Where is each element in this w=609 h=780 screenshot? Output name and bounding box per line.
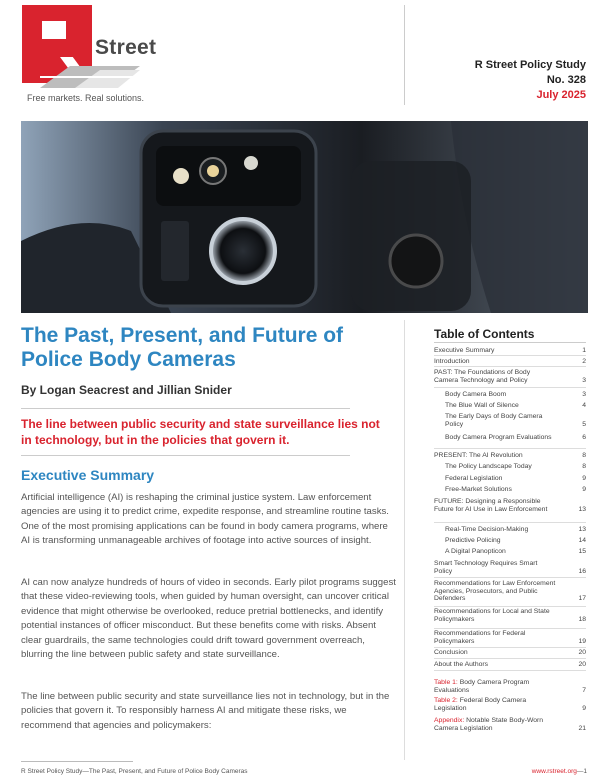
toc-entry-label: About the Authors <box>434 661 489 668</box>
toc-page-number: 3 <box>582 391 586 398</box>
toc-separator <box>434 448 586 449</box>
section-heading: Executive Summary <box>21 467 155 483</box>
toc-table-entry[interactable] <box>434 697 586 712</box>
toc-table-prefix: Appendix: <box>434 717 467 724</box>
toc-page-number: 3 <box>582 376 586 384</box>
toc-rule <box>434 342 586 343</box>
column-divider <box>404 320 405 760</box>
toc-page-number: 20 <box>578 661 586 668</box>
toc-entry[interactable] <box>434 580 586 603</box>
study-date: July 2025 <box>536 89 586 101</box>
pull-quote: The line between public security and state surveillance lies not in technology, but in the policies that govern it. <box>21 417 380 447</box>
toc-subentry[interactable] <box>445 413 586 428</box>
logo-stripes <box>30 60 140 88</box>
study-number: No. 328 <box>546 74 586 86</box>
logo-wordmark: Street <box>95 36 157 59</box>
toc-page-number: 6 <box>582 434 586 441</box>
toc-subentry[interactable] <box>445 391 586 399</box>
toc-page-number: 13 <box>578 526 586 533</box>
header-divider <box>404 5 405 105</box>
toc-entry-label: Free-Market Solutions <box>445 486 512 493</box>
toc-entry[interactable] <box>434 560 586 575</box>
logo-tagline: Free markets. Real solutions. <box>27 93 145 103</box>
toc-entry-label: The Policy Landscape Today <box>445 463 532 470</box>
toc-entry-label: The Blue Wall of Silence <box>445 402 519 409</box>
toc-separator <box>434 647 586 648</box>
toc-entry-label: Recommendations for Law Enforcement Agencies, Prosecutors, and Public Defenders <box>434 580 556 603</box>
toc-entry-label: Body Camera Program Evaluations <box>434 679 530 694</box>
toc-separator <box>434 355 586 356</box>
toc-page-number: 18 <box>578 615 586 623</box>
toc-entry-label: Real-Time Decision-Making <box>445 526 529 533</box>
toc-entry-label: Recommendations for Federal Policymakers <box>434 630 526 645</box>
toc-page-number: 15 <box>578 548 586 555</box>
body-paragraph: AI can now analyze hundreds of hours of video in seconds. Early pilot programs suggest that these video-reviewing tools, when guided by human oversight, can uncover critical evidence that might otherwise be overlooked, reduce pretrial bottlenecks, and identify potential instances of officer misconduct. But these benefits come with risks. Absent clear guardrails, the same technologies could drift toward government overreach, blurring the line between public safety and state surveillance. <box>21 577 396 661</box>
toc-entry-label: Smart Technology Requires Smart Policy <box>434 560 538 575</box>
toc-page-number: 9 <box>582 475 586 482</box>
toc-entry-label: Introduction <box>434 358 470 365</box>
toc-entry[interactable] <box>434 347 586 355</box>
toc-entry-label: Notable State Body-Worn Camera Legislation <box>434 717 544 732</box>
toc-entry-label: PRESENT: The AI Revolution <box>434 452 523 459</box>
toc-separator <box>434 522 586 523</box>
toc-entry-label: Executive Summary <box>434 347 495 354</box>
toc-page-number: 9 <box>582 704 586 712</box>
divider <box>21 408 350 409</box>
toc-page-number: 2 <box>582 358 586 365</box>
toc-entry-label: Federal Body Camera Legislation <box>434 697 527 712</box>
toc-page-number: 9 <box>582 486 586 493</box>
divider <box>21 455 350 456</box>
toc-entry-label: Federal Legislation <box>445 475 503 482</box>
toc-entry-label: The Early Days of Body Camera Policy <box>445 413 543 428</box>
toc-entry-label: Predictive Policing <box>445 537 501 544</box>
toc-entry-label: Recommendations for Local and State Policymakers <box>434 608 550 623</box>
toc-page-number: 20 <box>578 649 586 656</box>
footer-page-number: —1 <box>576 768 587 775</box>
toc-entry-label: A Digital Panopticon <box>445 548 506 555</box>
toc-separator <box>434 606 586 607</box>
toc-entry-label: FUTURE: Designing a Responsible Future for AI Use in Law Enforcement <box>434 498 548 513</box>
hero-photo <box>21 121 588 313</box>
toc-page-number: 4 <box>582 402 586 409</box>
toc-entry-label: Body Camera Program Evaluations <box>445 434 552 441</box>
toc-subentry[interactable] <box>445 434 586 442</box>
toc-page-number: 14 <box>578 537 586 544</box>
toc-separator <box>434 387 586 388</box>
toc-subentry[interactable] <box>445 402 586 410</box>
toc-subentry[interactable] <box>445 526 586 534</box>
toc-table-entry[interactable] <box>434 717 586 732</box>
toc-entry[interactable] <box>434 452 586 460</box>
toc-separator <box>434 658 586 659</box>
body-camera-photo-icon <box>21 121 588 313</box>
toc-entry[interactable] <box>434 358 586 366</box>
toc-separator <box>434 366 586 367</box>
toc-entry[interactable] <box>434 630 586 645</box>
toc-entry[interactable] <box>434 369 586 384</box>
toc-page-number: 19 <box>578 637 586 645</box>
footer-title: R Street Policy Study—The Past, Present, and Future of Police Body Cameras <box>21 768 248 775</box>
toc-entry-label: Conclusion <box>434 649 468 656</box>
toc-title: Table of Contents <box>434 327 535 341</box>
toc-entry[interactable] <box>434 661 586 669</box>
footer-rule <box>21 761 133 762</box>
toc-table-prefix: Table 2: <box>434 697 460 704</box>
footer-url[interactable]: www.rstreet.org <box>531 768 577 775</box>
footer-site <box>532 768 587 775</box>
toc-table-prefix: Table 1: <box>434 679 460 686</box>
toc-entry[interactable] <box>434 608 586 623</box>
toc-entry[interactable] <box>434 649 586 657</box>
toc-subentry[interactable] <box>445 537 586 545</box>
page-title: The Past, Present, and Future of Police Body Cameras <box>21 324 344 371</box>
toc-subentry[interactable] <box>445 475 586 483</box>
toc-page-number: 8 <box>582 452 586 459</box>
toc-subentry[interactable] <box>445 548 586 556</box>
toc-subentry[interactable] <box>445 486 586 494</box>
toc-page-number: 5 <box>582 420 586 428</box>
body-paragraph: Artificial intelligence (AI) is reshaping the criminal justice system. Law enforcement agencies are using it to predict crime, expedite response, and streamline routine tasks. One of the most promising applications can be found in body camera programs, where AI is transforming unmanageable archives of footage into active sources of insight. <box>21 492 389 547</box>
body-paragraph: The line between public security and state surveillance lies not in technology, but in the policies that govern it. To responsibly harness AI and mitigate these risks, we recommend that agencies and policymakers: <box>21 691 390 731</box>
byline: By Logan Seacrest and Jillian Snider <box>21 383 232 397</box>
toc-page-number: 21 <box>578 724 586 732</box>
toc-page-number: 7 <box>582 686 586 694</box>
study-series: R Street Policy Study <box>474 59 586 71</box>
toc-page-number: 1 <box>582 347 586 354</box>
toc-separator <box>434 670 586 671</box>
toc-page-number: 17 <box>578 595 586 603</box>
toc-separator <box>434 577 586 578</box>
toc-entry-label: PAST: The Foundations of Body Camera Technology and Policy <box>434 369 531 384</box>
toc-page-number: 8 <box>582 463 586 470</box>
toc-page-number: 13 <box>578 505 586 513</box>
toc-separator <box>434 628 586 629</box>
toc-entry[interactable] <box>434 498 586 513</box>
toc-subentry[interactable] <box>445 463 586 471</box>
toc-table-entry[interactable] <box>434 679 586 694</box>
toc-page-number: 16 <box>578 567 586 575</box>
toc-entry-label: Body Camera Boom <box>445 391 507 398</box>
